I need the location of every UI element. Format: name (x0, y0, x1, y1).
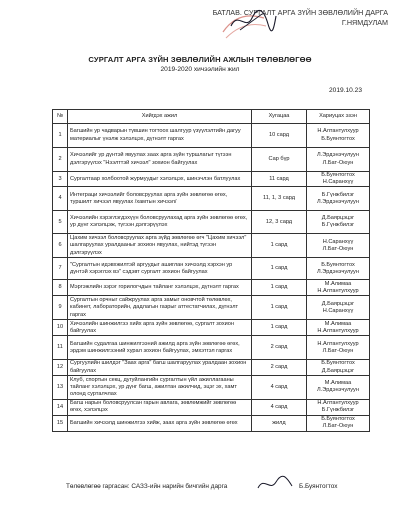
row-activity: Сургалтаар холбоотой журмуудыг хэлэлцэх, шинэчлэн батлуулах (68, 172, 252, 187)
responsible-person: Б.Гүнжбилэг (321, 407, 355, 414)
approval-line1: БАТЛАВ. СУРГАЛТ АРГА ЗҮЙН ЗӨВЛӨЛИЙН ДАРГА (212, 8, 388, 17)
row-responsible (307, 258, 370, 280)
row-number: 13 (53, 375, 68, 399)
table-row (53, 187, 370, 211)
row-activity: Хичээлийн шинжилгээ хийх арга зүйн зөвлөгөө, сургалт зохион байгуулах (68, 320, 252, 336)
responsible-person: Б.Буянтогтох (321, 172, 355, 178)
row-responsible (307, 375, 370, 399)
responsible-person: Н.Саранхүү (322, 307, 354, 314)
signature (228, 6, 278, 36)
row-responsible (307, 415, 370, 431)
footer-signature (256, 474, 296, 494)
row-activity: "Сургалтын идэвхжилтэй аргуудыг ашиглан хичээлд хэрхэн ур дүнтэй хэрэглэх вэ" сэдэвт сургалт зохион байгуулах (68, 258, 252, 280)
row-responsible (307, 234, 370, 258)
table-row (53, 280, 370, 296)
table-row (53, 124, 370, 148)
row-number: 12 (53, 360, 68, 375)
row-responsible (307, 280, 370, 296)
responsible-person: Л.Эрдэнэчулуун (317, 198, 359, 205)
responsible-person: Л.Эрдэнэчулуун (317, 268, 359, 275)
row-number: 3 (53, 172, 68, 187)
row-time: жилд (252, 415, 307, 431)
row-number: 4 (53, 187, 68, 211)
row-responsible (307, 336, 370, 360)
page-subtitle: 2019-2020 хичээлийн жил (160, 66, 240, 73)
row-number: 8 (53, 280, 68, 296)
responsible-person: Л.Эрдэнэчулуун (317, 152, 359, 159)
row-number: 7 (53, 258, 68, 280)
page-title: СУРГАЛТ АРГА ЗҮЙН ЗӨВЛӨЛИЙН АЖЛЫН ТӨЛӨВЛӨГӨӨ (88, 55, 312, 64)
row-activity: Интеграци хичээлийг боловсруулах арга зүйн зөвлөгөө өгөх, туршилт хичээл явуулах /хамтын хичээл/ (68, 187, 252, 211)
responsible-person: Д.Баярцэцэг (321, 367, 355, 374)
row-time: 11, 1, 3 сард (252, 187, 307, 211)
row-time: 12, 3 сард (252, 211, 307, 234)
table-row (53, 234, 370, 258)
footer-label: Төлөвлөгөө гаргасан: САЗЗ-ийн нарийн бичгийн дарга (66, 483, 228, 490)
row-activity: Мэргэжлийн зэрэг горилогчдын тайланг хэлэлцэх, дүгнэлт гаргах (68, 280, 252, 296)
plan-table (52, 109, 370, 432)
responsible-person: Н.Саранхүү (322, 179, 354, 186)
responsible-person: Н.Алтантулхуур (317, 400, 359, 407)
footer-name: Б.Буянтогтох (299, 483, 338, 490)
row-responsible (307, 360, 370, 375)
table-header-row (53, 110, 370, 124)
row-activity: Клуб, спортын секц, дугуйлангийн сургалтын үйл ажиллагааны тайланг хэлэлцэх, ур дүнг багш, ажилтан ажилчид, эцэг эх, хамт олонд сурталчлах (68, 375, 252, 399)
table-row (53, 148, 370, 172)
responsible-person: Н.Алтантулхуур (317, 287, 359, 294)
table-row (53, 296, 370, 320)
row-responsible (307, 187, 370, 211)
document-date: 2019.10.23 (328, 87, 362, 94)
table-row (53, 375, 370, 399)
row-time: 1 сард (252, 320, 307, 336)
row-activity: Багшийн хичээлд шинжилгээ хийж, заах арга зүйн зөвлөгөө өгөх (68, 415, 252, 431)
col-time: Хугацаа (252, 110, 307, 124)
row-number: 6 (53, 234, 68, 258)
row-activity: Сургуулийн шилдэг "Заах арга" багш шалгаруулах уралдаан зохион байгуулах (68, 360, 252, 375)
row-responsible (307, 172, 370, 187)
row-activity: Багшийн судалгаа шинжилгээний ажилд арга зүйн зөвлөгөө өгөх, эрдэм шинжилгээний хурал зохион байгуулах, эмхэтгэл гаргах (68, 336, 252, 360)
row-number: 9 (53, 296, 68, 320)
row-time: 1 сард (252, 280, 307, 296)
row-activity: Багшийн ур чадварын түвшин тогтоох шалгуур үзүүлэлтийн дагуу материалыг үнэлж хэлэлцэх, дүгнэлт гаргах (68, 124, 252, 148)
row-time: 4 сард (252, 375, 307, 399)
responsible-person: Л.Бат-Оюун (322, 245, 354, 252)
table-row (53, 415, 370, 431)
row-time: 10 сард (252, 124, 307, 148)
row-time: 11 сард (252, 172, 307, 187)
row-time: 2 сард (252, 360, 307, 375)
col-number: № (53, 110, 68, 124)
row-responsible (307, 124, 370, 148)
row-number: 1 (53, 124, 68, 148)
responsible-person: М.Алимаа (324, 280, 352, 287)
responsible-person: Л.Эрдэнэчулуун (317, 387, 359, 394)
responsible-person: Д.Баярцэцэг (321, 215, 355, 222)
approval-line2: Г.НЯМДУЛАМ (341, 18, 388, 27)
table-row (53, 360, 370, 375)
responsible-person: Б.Буянтогтох (321, 416, 355, 423)
responsible-person: Б.Гүнжбилэг (321, 222, 355, 229)
row-responsible (307, 320, 370, 336)
responsible-person: Б.Гүнжбилэг (321, 191, 355, 198)
row-activity: Цахим хичээл боловсруулах арга зүйд зөвлөгөө өгч "Цахим хичээл" шалгаруулах уралдааныг зохион явуулах, нийтэд түгээн дэлгэрүүлэх (68, 234, 252, 258)
row-activity: Хичээлийг ур дүнтэй явуулах заах арга зүйн туршлагыг түгээн дэлгэрүүлэх "Нээлттэй хичээл" зохион байгуулах (68, 148, 252, 172)
responsible-person: Б.Буянтогтох (321, 360, 355, 367)
row-responsible (307, 148, 370, 172)
table-row (53, 320, 370, 336)
row-activity: Хичээлийн хэрэглэгдэхүүн боловсруулахад арга зүйн зөвлөгөө өгөх, ур дүнг хэлэлцэж, түгээн дэлгэрүүлэх (68, 211, 252, 234)
table-row (53, 258, 370, 280)
responsible-person: Н.Саранхүү (322, 238, 354, 245)
row-number: 10 (53, 320, 68, 336)
responsible-person: Д.Баярцэцэг (321, 300, 355, 307)
table-row (53, 399, 370, 415)
responsible-person: М.Алимаа (324, 320, 352, 327)
row-activity: Сургалтын орчныг сайжруулах арга замыг оновчтой төлөвлөх, кабинет, лабораторийн, дадлагын газрыг аттестатчилах, дүгнэлт гаргах (68, 296, 252, 320)
row-time: 4 сард (252, 399, 307, 415)
responsible-person: Б.Буянтогтох (321, 261, 355, 268)
row-number: 5 (53, 211, 68, 234)
row-number: 11 (53, 336, 68, 360)
row-time: 1 сард (252, 234, 307, 258)
row-responsible (307, 296, 370, 320)
responsible-person: Б.Буянтогтох (321, 135, 355, 142)
row-number: 2 (53, 148, 68, 172)
table-row (53, 172, 370, 187)
table-body (53, 124, 370, 432)
row-responsible (307, 399, 370, 415)
table-row (53, 336, 370, 360)
responsible-person: Л.Бат-Оюун (322, 159, 354, 166)
responsible-person: Н.Алтантулхуур (317, 340, 359, 347)
col-activity: Хийгдэх ажил (68, 110, 252, 124)
row-time: 1 сард (252, 296, 307, 320)
responsible-person: Н.Алтантулхуур (317, 128, 359, 135)
row-time: Сар бүр (252, 148, 307, 172)
col-responsible: Хариуцах эзэн (307, 110, 370, 124)
responsible-person: М.Алимаа (324, 380, 352, 387)
row-time: 2 сард (252, 336, 307, 360)
responsible-person: Н.Алтантулхуур (317, 327, 359, 334)
row-time: 1 сард (252, 258, 307, 280)
row-activity: Багш нарын боловсруулсан гарын авлага, зөвлөмжийг зөвлөгөө өгөх, хэлэлцэх (68, 399, 252, 415)
row-number: 15 (53, 415, 68, 431)
table-row (53, 211, 370, 234)
responsible-person: Л.Бат-Оюун (322, 347, 354, 354)
row-number: 14 (53, 399, 68, 415)
row-responsible (307, 211, 370, 234)
responsible-person: Л.Бат-Оюун (322, 423, 354, 430)
